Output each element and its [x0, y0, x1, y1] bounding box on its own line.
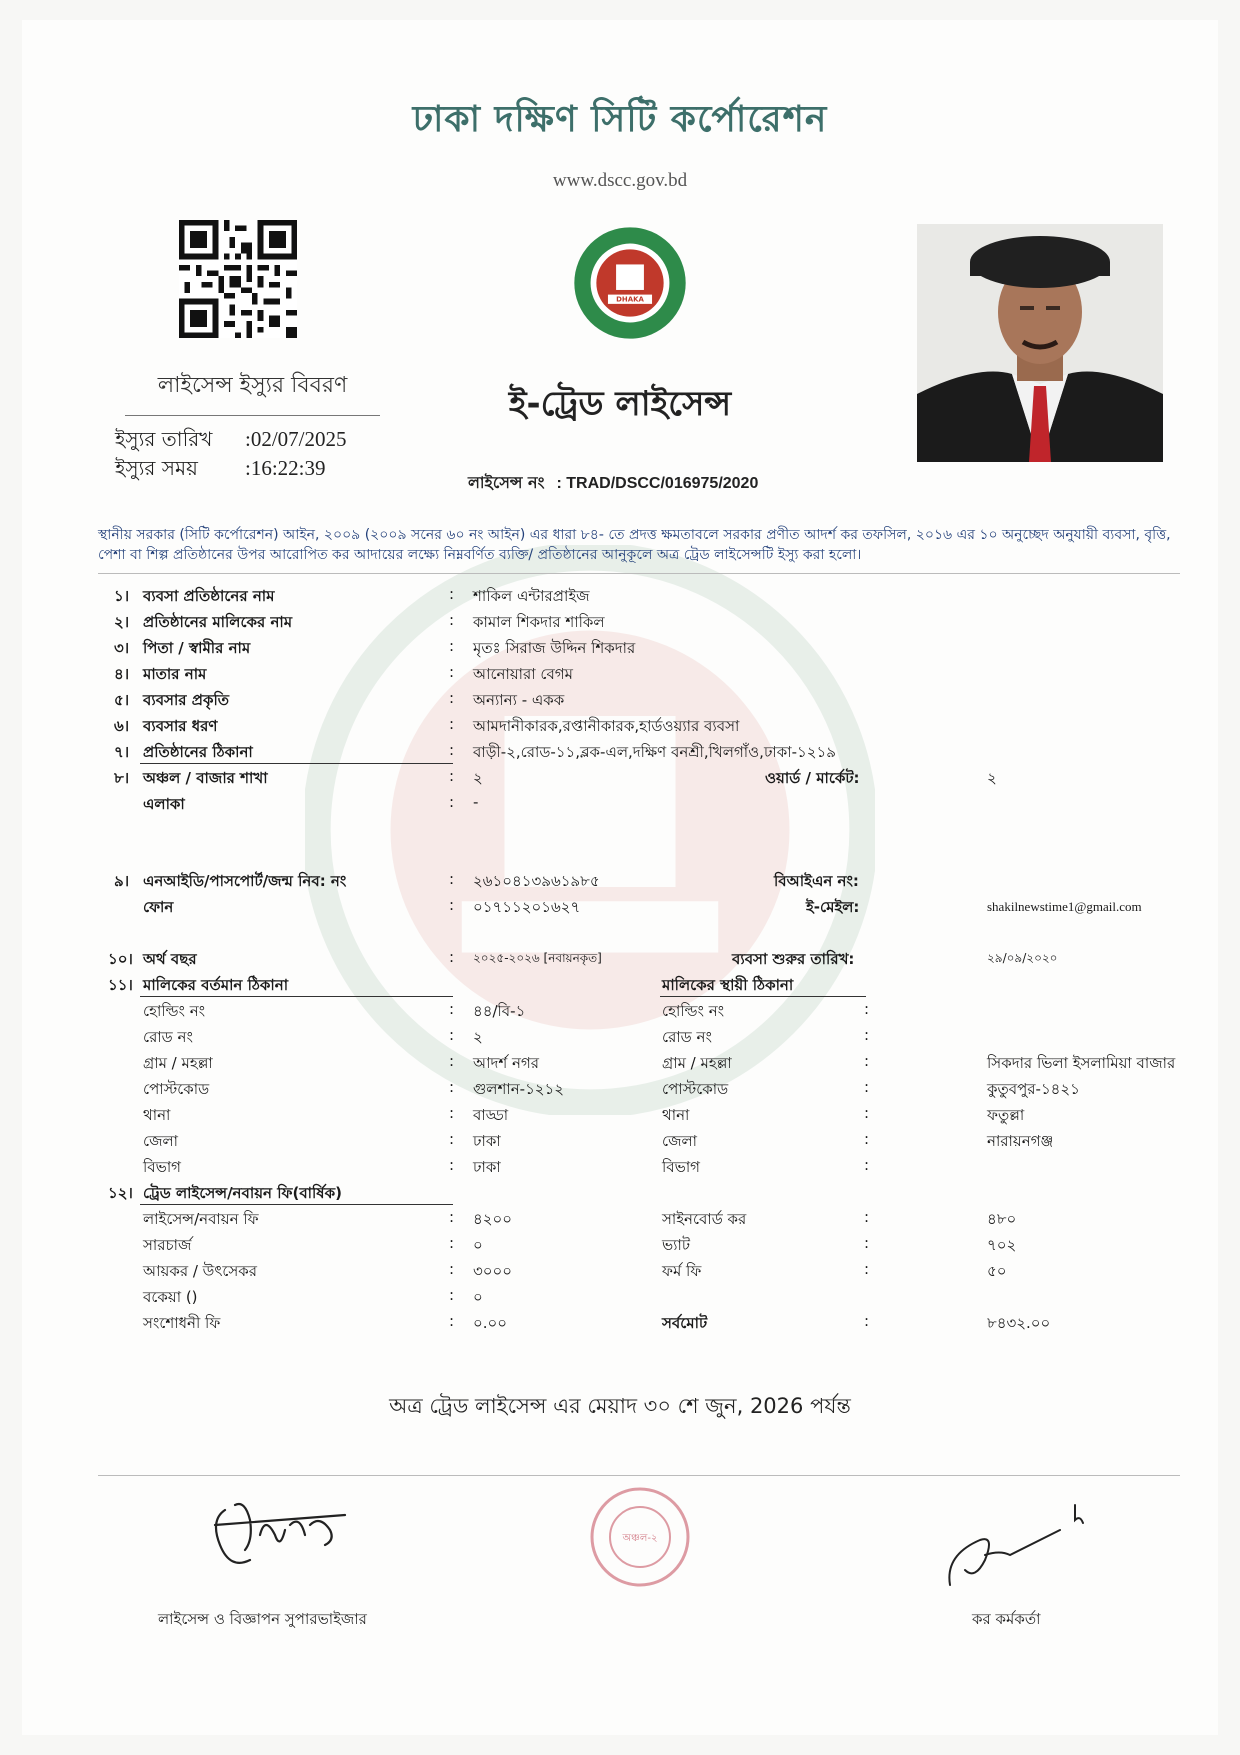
colon: : — [449, 611, 455, 629]
field-5-label: ব্যবসার প্রকৃতি — [143, 691, 230, 709]
field-7-num: ৭। — [114, 743, 130, 761]
colon: : — [449, 741, 455, 759]
field-10-num: ১০। — [108, 950, 133, 968]
issue-time-row — [115, 454, 326, 487]
underline — [140, 1204, 453, 1205]
colon: : — [864, 1312, 870, 1330]
field-5-value: অন্যান্য - একক — [473, 691, 565, 709]
supervisor-signature — [205, 1490, 355, 1580]
license-title: ই-ট্রেড লাইসেন্স — [508, 384, 732, 424]
issue-date-label: ইস্যুর তারিখ — [115, 427, 213, 451]
fees-title: ট্রেড লাইসেন্স/নবায়ন ফি(বার্ষিক) — [143, 1184, 342, 1202]
colon: : — [449, 1156, 455, 1174]
address-perm-label: গ্রাম / মহল্লা — [662, 1054, 732, 1072]
colon: : — [449, 870, 455, 888]
field-6-label: ব্যবসার ধরণ — [143, 717, 218, 735]
field-4-value: আনোয়ারা বেগম — [473, 665, 573, 683]
logo-en-text: DHAKA — [616, 295, 644, 304]
address-row-label: বিভাগ — [143, 1158, 181, 1176]
tax-officer-label: কর কর্মকর্তা — [972, 1610, 1041, 1628]
field-4-num: ৪। — [114, 665, 130, 683]
colon: : — [449, 585, 455, 603]
fee-right-label: ভ্যাট — [662, 1236, 691, 1254]
qr-code — [175, 220, 301, 338]
permanent-address-title: মালিকের স্থায়ী ঠিকানা — [662, 976, 794, 994]
colon: : — [449, 948, 455, 966]
fee-label: লাইসেন্স/নবায়ন ফি — [143, 1210, 259, 1228]
colon: : — [449, 896, 455, 914]
field-1-num: ১। — [114, 587, 130, 605]
address-perm-value: নারায়নগঞ্জ — [987, 1132, 1054, 1150]
org-title: ঢাকা দক্ষিণ সিটি কর্পোরেশন — [412, 99, 828, 140]
field-9-label: এনআইডি/পাসপোর্ট/জন্ম নিব: নং — [143, 872, 347, 890]
fee-value: ০ — [473, 1236, 483, 1254]
address-present-value: গুলশান-১২১২ — [473, 1080, 565, 1098]
address-perm-value: সিকদার ভিলা ইসলামিয়া বাজার — [987, 1054, 1176, 1072]
email-label: ই-মেইল: — [806, 898, 860, 916]
fee-value: ৪২০০ — [473, 1210, 512, 1228]
issue-time-value: :16:22:39 — [245, 456, 326, 480]
address-present-value: ঢাকা — [473, 1132, 501, 1150]
colon: : — [449, 1104, 455, 1122]
address-present-value: ৪৪/বি-১ — [473, 1002, 526, 1020]
colon: : — [864, 1078, 870, 1096]
address-row-label: পোস্টকোড — [143, 1080, 210, 1098]
phone-label: ফোন — [143, 898, 174, 916]
field-5-num: ৫। — [114, 691, 130, 709]
colon: : — [864, 1000, 870, 1018]
license-number-row — [468, 470, 758, 497]
issue-date-value: :02/07/2025 — [245, 427, 347, 451]
field-2-value: কামাল শিকদার শাকিল — [473, 613, 605, 631]
fee-right-label: সাইনবোর্ড কর — [662, 1210, 747, 1228]
underline — [660, 996, 866, 997]
field-7-value: বাড়ী-২,রোড-১১,ব্লক-এল,দক্ষিণ বনশ্রী,খিলগাঁও,ঢাকা-১২১৯ — [473, 743, 836, 761]
colon: : — [864, 1234, 870, 1252]
colon: : — [449, 1078, 455, 1096]
address-present-value: আদর্শ নগর — [473, 1054, 540, 1072]
address-perm-label: জেলা — [662, 1132, 698, 1150]
start-date-label: ব্যবসা শুরুর তারিখ: — [732, 950, 855, 968]
colon: : — [449, 689, 455, 707]
license-number-value: : TRAD/DSCC/016975/2020 — [556, 475, 759, 492]
expiry-statement: অত্র ট্রেড লাইসেন্স এর মেয়াদ ৩০ শে জুন, 2026 পর্যন্ত — [389, 1394, 851, 1418]
colon: : — [449, 1260, 455, 1278]
fee-right-value: ৭০২ — [987, 1236, 1017, 1254]
bin-label: বিআইএন নং: — [774, 872, 859, 890]
address-perm-label: হোল্ডিং নং — [662, 1002, 725, 1020]
address-present-value: বাড্ডা — [473, 1106, 509, 1124]
colon: : — [864, 1104, 870, 1122]
address-perm-label: থানা — [662, 1106, 690, 1124]
underline — [140, 763, 453, 764]
ward-value: ২ — [987, 769, 997, 787]
colon: : — [449, 1312, 455, 1330]
license-number-label: লাইসেন্স নং — [468, 473, 545, 492]
ward-label: ওয়ার্ড / মার্কেট: — [765, 769, 860, 787]
address-row-label: রোড নং — [143, 1028, 193, 1046]
underline — [140, 996, 453, 997]
address-present-value: ঢাকা — [473, 1158, 501, 1176]
field-2-label: প্রতিষ্ঠানের মালিকের নাম — [143, 613, 293, 631]
official-seal — [588, 1482, 693, 1592]
colon: : — [449, 715, 455, 733]
fee-right-value: ৫০ — [987, 1262, 1007, 1280]
colon: : — [449, 1000, 455, 1018]
fee-right-value: ৪৮০ — [987, 1210, 1017, 1228]
colon: : — [864, 1052, 870, 1070]
colon: : — [449, 767, 455, 785]
nid-value: ২৬১০৪১৩৯৬১৯৮৫ — [473, 872, 600, 890]
colon: : — [449, 1130, 455, 1148]
field-8-value: ২ — [473, 769, 483, 787]
fee-value: ৩০০০ — [473, 1262, 513, 1280]
address-perm-label: রোড নং — [662, 1028, 712, 1046]
field-8-label: অঞ্চল / বাজার শাখা — [143, 769, 268, 787]
field-1-value: শাকিল এন্টারপ্রাইজ — [473, 587, 590, 605]
colon: : — [449, 793, 455, 811]
colon: : — [864, 1130, 870, 1148]
fee-right-label: ফর্ম ফি — [662, 1262, 702, 1280]
field-3-num: ৩। — [114, 639, 130, 657]
field-11-num: ১১। — [108, 976, 133, 994]
present-address-title: মালিকের বর্তমান ঠিকানা — [143, 976, 289, 994]
address-row-label: থানা — [143, 1106, 171, 1124]
colon: : — [449, 1052, 455, 1070]
fee-label: সংশোধনী ফি — [143, 1314, 221, 1332]
field-10-label: অর্থ বছর — [143, 950, 197, 968]
fiscal-year-value: ২০২৫-২০২৬ [নবায়নকৃত] — [473, 951, 602, 965]
field-8-num: ৮। — [114, 769, 130, 787]
colon: : — [449, 663, 455, 681]
fee-value: ০.০০ — [473, 1314, 508, 1332]
total-value: ৮৪৩২.০০ — [987, 1314, 1051, 1332]
field-6-value: আমদানীকারক,রপ্তানীকারক,হার্ডওয়্যার ব্যবসা — [473, 717, 740, 735]
colon: : — [864, 1260, 870, 1278]
address-perm-value: কুতুবপুর-১৪২১ — [987, 1080, 1080, 1098]
email-value: shakilnewstime1@gmail.com — [987, 899, 1142, 914]
address-row-label: জেলা — [143, 1132, 179, 1150]
intro-paragraph: স্থানীয় সরকার (সিটি কর্পোরেশন) আইন, ২০০৯ (২০০৯ সনের ৬০ নং আইন) এর ধারা ৮৪- তে প্রদত্ত ক্ষমতাবলে সরকার প্রণীত আদর্শ কর তফসিল, ২০১৬ এর ১০ অনুচ্ছেদ অনুযায়ী ব্যবসা, বৃত্তি, পেশা বা শিল্প প্রতিষ্ঠানের উপর আরোপিত কর আদায়ের লক্ষ্যে নিম্নবর্ণিত ব্যক্তি/ প্রতিষ্ঠানের আনুকূলে অত্র ট্রেড লাইসেন্সটি ইস্যু করা হলো। — [98, 527, 1171, 563]
issue-time-label: ইস্যুর সময় — [115, 456, 198, 480]
fee-label: বকেয়া () — [143, 1288, 198, 1306]
dscc-logo — [572, 225, 688, 341]
field-3-value: মৃতঃ সিরাজ উদ্দিন শিকদার — [473, 639, 636, 657]
field-2-num: ২। — [114, 613, 130, 631]
field-12-num: ১২। — [108, 1184, 133, 1202]
address-present-value: ২ — [473, 1028, 483, 1046]
colon: : — [449, 1234, 455, 1252]
supervisor-label: লাইসেন্স ও বিজ্ঞাপন সুপারভাইজার — [158, 1610, 367, 1628]
issue-section-label: লাইসেন্স ইস্যুর বিবরণ — [125, 368, 380, 416]
field-7-label: প্রতিষ্ঠানের ঠিকানা — [143, 743, 253, 761]
fee-label: আয়কর / উৎসেকর — [143, 1262, 258, 1280]
tax-officer-signature — [940, 1495, 1090, 1595]
total-label: সর্বমোট — [662, 1314, 708, 1332]
website-url[interactable]: www.dscc.gov.bd — [552, 170, 688, 191]
phone-value: ০১৭১১২০১৬২৭ — [473, 898, 581, 916]
colon: : — [864, 1208, 870, 1226]
field-9-num: ৯। — [114, 872, 130, 890]
address-perm-label: পোস্টকোড — [662, 1080, 729, 1098]
field-3-label: পিতা / স্বামীর নাম — [143, 639, 251, 657]
field-4-label: মাতার নাম — [143, 665, 207, 683]
area-label: এলাকা — [143, 795, 185, 813]
fee-value: ০ — [473, 1288, 483, 1306]
colon: : — [864, 1026, 870, 1044]
seal-text: অঞ্চল-২ — [622, 1533, 658, 1544]
address-row-label: গ্রাম / মহল্লা — [143, 1054, 213, 1072]
field-1-label: ব্যবসা প্রতিষ্ঠানের নাম — [143, 587, 275, 605]
colon: : — [449, 1026, 455, 1044]
address-perm-label: বিভাগ — [662, 1158, 700, 1176]
colon: : — [449, 637, 455, 655]
area-value: - — [473, 793, 479, 811]
colon: : — [449, 1286, 455, 1304]
field-6-num: ৬। — [114, 717, 130, 735]
start-date-value: ২৯/০৯/২০২০ — [987, 951, 1058, 965]
colon: : — [449, 1208, 455, 1226]
fee-label: সারচার্জ — [143, 1236, 192, 1254]
address-perm-value: ফতুল্লা — [987, 1106, 1025, 1124]
address-row-label: হোল্ডিং নং — [143, 1002, 206, 1020]
divider — [98, 573, 1180, 574]
colon: : — [864, 1156, 870, 1174]
